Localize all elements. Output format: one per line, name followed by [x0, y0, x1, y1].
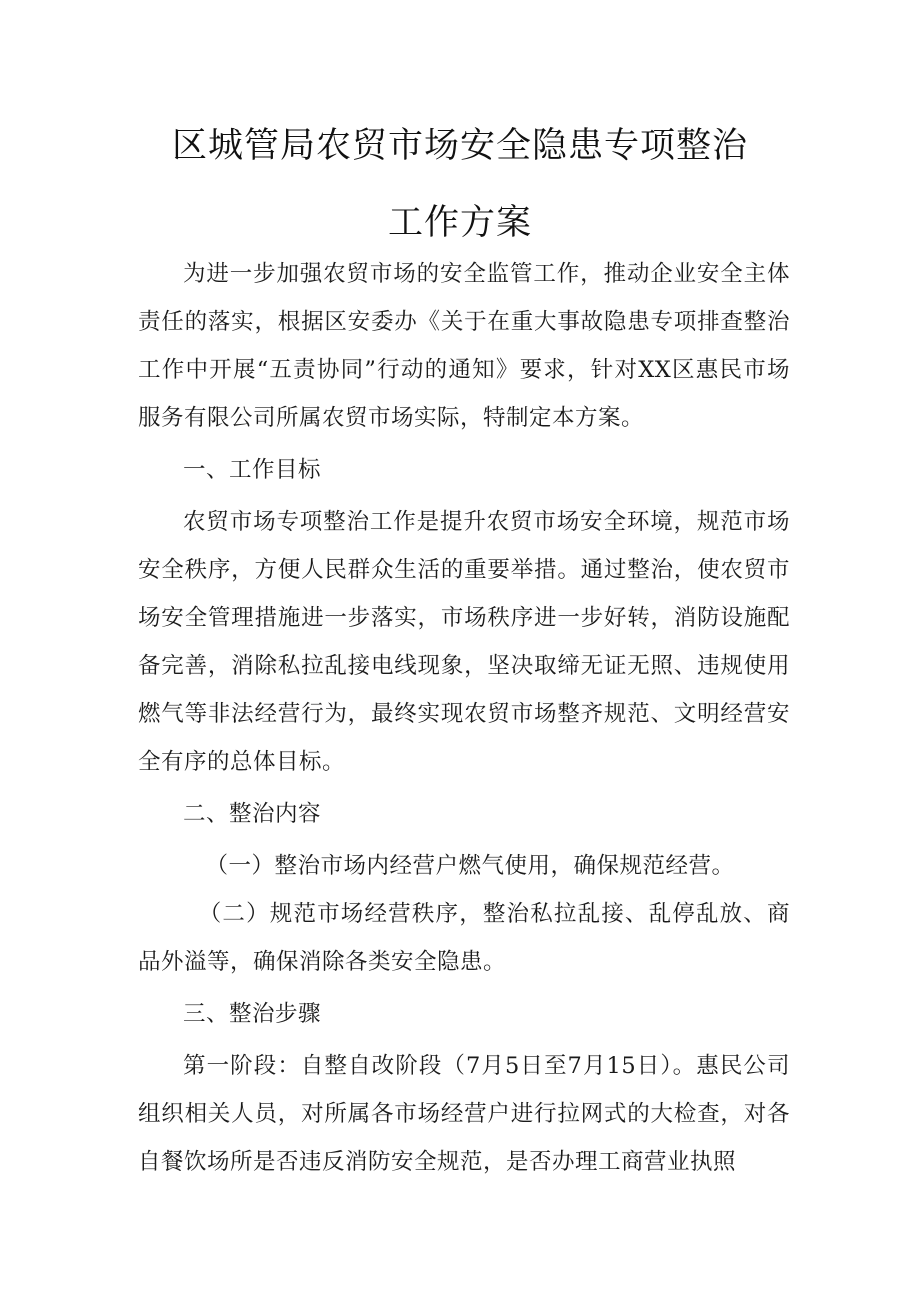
- intro-paragraph: 为进一步加强农贸市场的安全监管工作，推动企业安全主体责任的落实，根据区安委办《关于在重大事故隐患专项排查整治工作中开展“五责协同”行动的通知》要求，针对XX区惠民市场服务有限公司所属农贸市场实际，特制定本方案。: [138, 261, 790, 431]
- section-heading-goals: 一、工作目标: [183, 457, 322, 483]
- document-title-line-1: 区城管局农贸市场安全隐患专项整治: [171, 126, 748, 166]
- section-heading-steps: 三、整治步骤: [183, 1001, 322, 1027]
- content-item-1: （一）整治市场内经营户燃气使用，确保规范经营。: [205, 853, 735, 879]
- section-heading-content: 二、整治内容: [183, 801, 322, 827]
- document-body: [138, 250, 790, 1186]
- document-title-line-2: 工作方案: [387, 203, 532, 243]
- goals-paragraph: 农贸市场专项整治工作是提升农贸市场安全环境，规范市场安全秩序，方便人民群众生活的重要举措。通过整治，使农贸市场安全管理措施进一步落实，市场秩序进一步好转，消防设施配备完善，消除私拉乱接电线现象，坚决取缔无证无照、违规使用燃气等非法经营行为，最终实现农贸市场整齐规范、文明经营安全有序的总体目标。: [138, 509, 790, 775]
- steps-stage-1-paragraph: 第一阶段：自整自改阶段（7月5日至7月15日）。惠民公司组织相关人员，对所属各市场经营户进行拉网式的大检查，对各自餐饮场所是否违反消防安全规范，是否办理工商营业执照: [138, 1053, 790, 1175]
- content-item-2: （二）规范市场经营秩序，整治私拉乱接、乱停乱放、商品外溢等，确保消除各类安全隐患。: [138, 901, 790, 975]
